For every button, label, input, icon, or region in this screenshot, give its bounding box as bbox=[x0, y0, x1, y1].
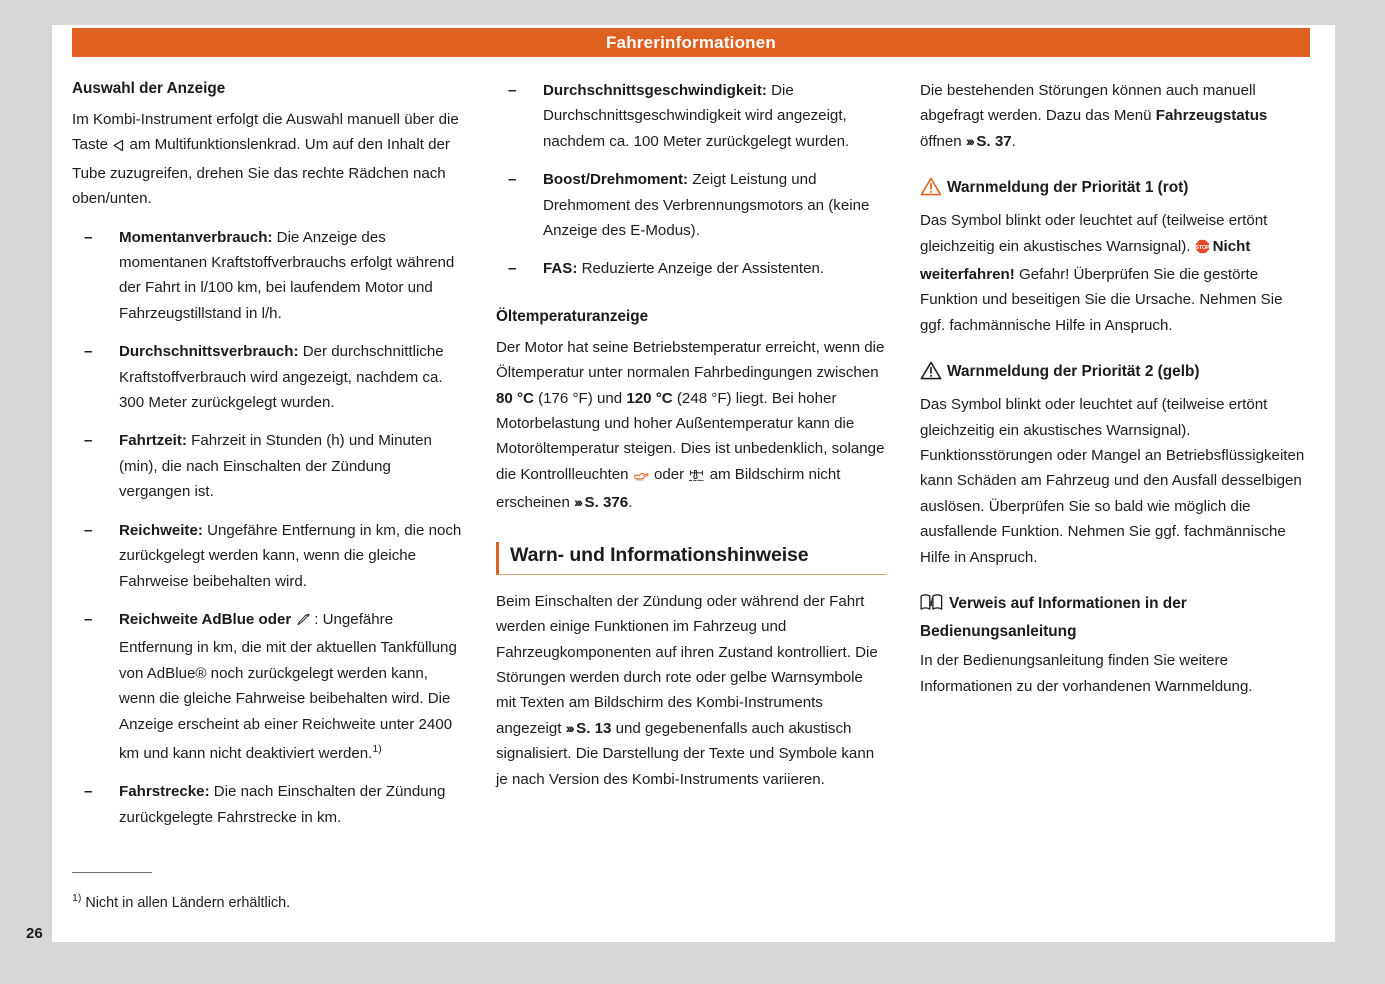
stop-octagon-icon bbox=[1195, 237, 1210, 262]
cross-reference-label: S. 13 bbox=[576, 719, 612, 737]
notice-manual-reference bbox=[920, 592, 1310, 699]
notice-manual-reference-label: Verweis auf Informationen in der Bedienungsanleitung bbox=[920, 595, 1187, 641]
open-book-info-icon bbox=[920, 596, 944, 616]
svg-text:i: i bbox=[929, 596, 933, 609]
intro-text-part1: Im Kombi-Instrument erfolgt die Auswahl manuell über die Taste bbox=[72, 111, 459, 154]
item-text: Die Anzeige des momentanen Kraftstoffverbrauchs erfolgt während der Fahrt in l/100 km, bei laufendem Motor und Fahrzeugstillstand in l/h. bbox=[119, 228, 455, 322]
list-item bbox=[72, 339, 462, 415]
oil-temp-low-fahrenheit: (176 °F) und bbox=[533, 389, 627, 407]
cross-reference-link[interactable] bbox=[574, 494, 628, 511]
footnote-divider bbox=[72, 872, 152, 873]
notice1-bold: Nicht weiterfahren! bbox=[920, 237, 1251, 284]
list-item bbox=[72, 607, 462, 766]
oil-text-part5: . bbox=[628, 494, 633, 512]
cross-reference-link[interactable] bbox=[566, 720, 612, 737]
notice-priority-2-title bbox=[920, 360, 1310, 388]
content-columns bbox=[72, 78, 1310, 843]
page-number: 26 bbox=[26, 925, 43, 942]
item-term: FAS: bbox=[543, 260, 578, 278]
cross-reference-label: S. 37 bbox=[976, 132, 1012, 150]
manual-query-part2: öffnen bbox=[920, 132, 966, 150]
manual-query-part1: Die bestehenden Störungen können auch manuell abgefragt werden. Dazu das Menü bbox=[920, 82, 1256, 125]
right-column bbox=[920, 78, 1310, 843]
item-term: Fahrtzeit: bbox=[119, 432, 187, 450]
item-term: Reichweite AdBlue oder bbox=[119, 610, 292, 628]
list-item bbox=[72, 225, 462, 327]
notice-manual-reference-title bbox=[920, 592, 1310, 644]
notice-priority-2 bbox=[920, 360, 1310, 570]
section-heading-warnhinweise-label: Warn- und Informationshinweise bbox=[510, 543, 809, 566]
list-item bbox=[72, 428, 462, 504]
footnote-line bbox=[72, 887, 472, 914]
item-text: Der durchschnittliche Kraftstoffverbrauch wird angezeigt, nachdem ca. 300 Meter zurückgelegt wurden. bbox=[119, 343, 444, 412]
item-term: Reichweite: bbox=[119, 521, 203, 539]
fuel-pump-nozzle-icon bbox=[296, 610, 310, 635]
item-text: Reduzierte Anzeige der Assistenten. bbox=[577, 260, 825, 278]
notice1-part2: Gefahr! Überprüfen Sie die gestörte Funktion und beseitigen Sie die Ursache. Nehmen Sie ggf. fachmännische Hilfe in Anspruch. bbox=[920, 266, 1283, 334]
warning-triangle-orange-icon bbox=[920, 183, 942, 200]
page-header-bar bbox=[72, 28, 1310, 57]
item-term: Fahrstrecke: bbox=[119, 783, 210, 801]
menu-name-fahrzeugstatus: Fahrzeugstatus bbox=[1155, 107, 1268, 125]
item-term: Durchschnittsverbrauch: bbox=[119, 343, 299, 361]
notice-manual-reference-text: In der Bedienungsanleitung finden Sie weitere Informationen zu der vorhandenen Warnmeldung. bbox=[920, 652, 1253, 695]
chevron-right-icon: ››› bbox=[574, 494, 581, 511]
middle-column bbox=[496, 78, 886, 843]
manual-query-paragraph bbox=[920, 78, 1310, 154]
section-heading-auswahl: Auswahl der Anzeige bbox=[72, 80, 226, 97]
oil-temp-low: 80 °C bbox=[496, 389, 534, 407]
notice-priority-1-text bbox=[920, 208, 1310, 338]
intro-paragraph bbox=[72, 107, 462, 212]
warning-triangle-black-icon bbox=[920, 367, 942, 384]
oil-temp-high: 120 °C bbox=[626, 389, 673, 407]
warn-text-part2: und gegebenenfalls auch akustisch signalisiert. Die Darstellung der Texte und Symbole kann je nach Version des Kombi-Instruments variieren. bbox=[496, 719, 875, 788]
list-item bbox=[72, 518, 462, 594]
svg-text:STOP: STOP bbox=[1195, 244, 1209, 251]
notice1-part1: Das Symbol blinkt oder leuchtet auf (teilweise ertönt gleichzeitig ein akustisches Warnsignal). bbox=[920, 212, 1268, 255]
oil-temperature-paragraph bbox=[496, 335, 886, 516]
notice-priority-1 bbox=[920, 176, 1310, 338]
chevron-right-icon: ››› bbox=[565, 719, 573, 736]
notice-priority-1-title bbox=[920, 176, 1310, 204]
notice-priority-2-label: Warnmeldung der Priorität 2 (gelb) bbox=[947, 363, 1200, 381]
display-options-list bbox=[72, 225, 462, 831]
oil-text-part2: (248 °F) liegt. Bei hoher Motorbelastung und hoher Außentemperatur kann die Motoröltemperatur steigen. Dies ist unbedenklich, solange die Kontrollleuchten bbox=[496, 389, 885, 483]
list-item bbox=[496, 78, 886, 154]
left-column bbox=[72, 78, 462, 843]
item-text: Die nach Einschalten der Zündung zurückgelegte Fahrstrecke in km. bbox=[119, 783, 446, 826]
coolant-temperature-icon bbox=[688, 465, 705, 490]
oil-text-part3: oder bbox=[649, 465, 689, 483]
display-options-list-continued bbox=[496, 78, 886, 282]
item-text: Ungefähre Entfernung in km, die noch zurückgelegt werden kann, wenn die gleiche Fahrweise beibehalten wird. bbox=[119, 521, 462, 590]
footnote-block bbox=[72, 872, 472, 914]
footnote-text: Nicht in allen Ländern erhältlich. bbox=[81, 894, 291, 911]
notice-priority-1-label: Warnmeldung der Priorität 1 (rot) bbox=[947, 179, 1189, 197]
page-header-title: Fahrerinformationen bbox=[605, 32, 777, 52]
section-heading-warnhinweise bbox=[496, 542, 886, 575]
item-term: Momentanverbrauch: bbox=[119, 228, 273, 246]
item-text: : Ungefähre Entfernung in km, die mit der aktuellen Tankfüllung von AdBlue® noch zurückgelegt werden kann, wenn die gleiche Fahrweise beibehalten wird. Die Anzeige erscheint ab einer Reichweite unter 2400 km und kann nicht deaktiviert werden. bbox=[119, 610, 457, 762]
item-text: Die Durchschnittsgeschwindigkeit wird angezeigt, nachdem ca. 100 Meter zurückgelegt wurden. bbox=[543, 82, 850, 150]
item-text: Fahrzeit in Stunden (h) und Minuten (min), die nach Einschalten der Zündung vergangen ist. bbox=[119, 432, 432, 501]
chevron-right-icon: ››› bbox=[965, 132, 973, 149]
list-item bbox=[496, 167, 886, 243]
cross-reference-link[interactable] bbox=[966, 133, 1012, 150]
notice-priority-2-text: Das Symbol blinkt oder leuchtet auf (teilweise ertönt gleichzeitig ein akustisches Warnsignal). Funktionsstörungen oder Mangel an Betriebsflüssigkeiten kann Schäden am Fahrzeug und den Ausfall desselbigen auslösen. Überprüfen Sie so bald wie möglich die ausfallende Funktion. Nehmen Sie ggf. fachmännische Hilfe in Anspruch. bbox=[920, 396, 1305, 566]
oil-text-part4: am Bildschirm nicht erscheinen bbox=[496, 465, 841, 512]
item-term: Boost/Drehmoment: bbox=[543, 171, 689, 189]
item-text: Zeigt Leistung und Drehmoment des Verbrennungsmotors an (keine Anzeige des E-Modus). bbox=[543, 171, 870, 240]
item-term: Durchschnittsgeschwindigkeit: bbox=[543, 82, 767, 99]
warn-intro-paragraph bbox=[496, 589, 886, 792]
footnote-marker: 1) bbox=[72, 892, 82, 904]
triangle-left-button-icon bbox=[112, 135, 125, 160]
list-item bbox=[496, 256, 886, 281]
list-item bbox=[72, 779, 462, 830]
oil-text-part1: Der Motor hat seine Betriebstemperatur erreicht, wenn die Öltemperatur unter normalen Fahrbedingungen zwischen bbox=[496, 338, 885, 382]
oil-can-warning-icon bbox=[633, 465, 650, 490]
footnote-marker: 1) bbox=[372, 742, 382, 755]
section-heading-oeltemperatur: Öltemperaturanzeige bbox=[496, 307, 649, 325]
warn-text-part1: Beim Einschalten der Zündung oder während der Fahrt werden einige Funktionen im Fahrzeug und Fahrzeugkomponenten auf ihren Zustand kontrolliert. Die Störungen werden durch rote oder gelbe Warnsymbole mit Texten am Bildschirm des Kombi-Instruments angezeigt bbox=[496, 592, 878, 737]
cross-reference-label: S. 376 bbox=[584, 494, 629, 512]
intro-text-part2: am Multifunktionslenkrad. Um auf den Inhalt der Tube zuzugreifen, drehen Sie das rechte Rädchen nach oben/unten. bbox=[72, 136, 450, 208]
manual-query-part3: . bbox=[1011, 132, 1016, 150]
